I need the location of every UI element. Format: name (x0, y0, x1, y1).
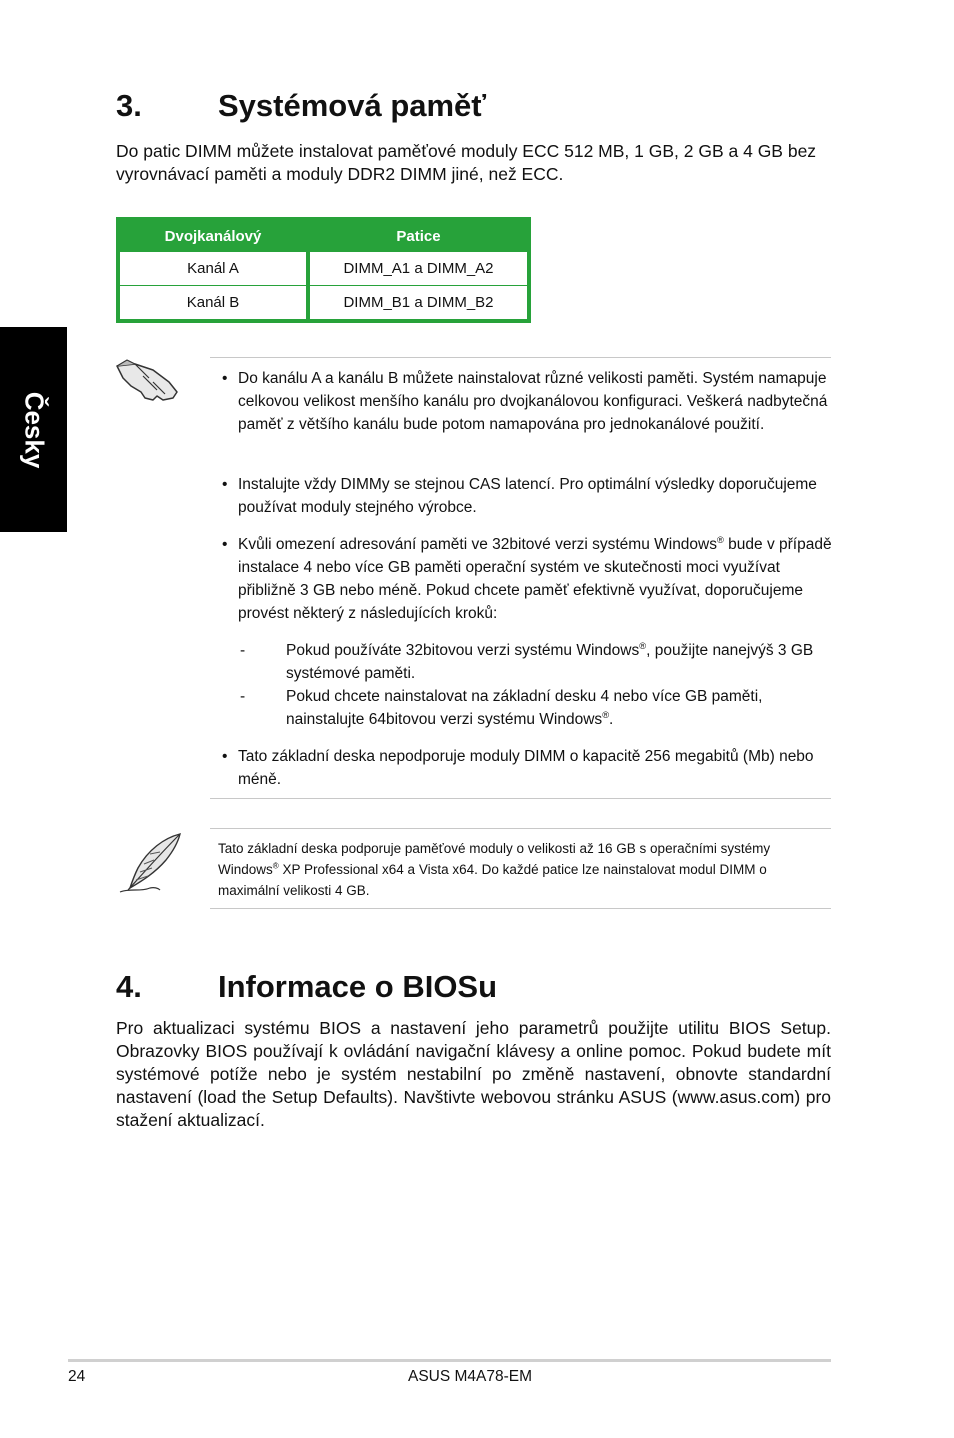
note2-bottom-rule (210, 908, 831, 909)
table-cell: DIMM_A1 a DIMM_A2 (310, 252, 527, 286)
section-3-heading (116, 90, 486, 121)
dash: - (240, 642, 246, 659)
section-3-title: Systémová paměť (218, 88, 487, 123)
section-4-heading (116, 971, 497, 1002)
sub-item-text-part: , použijte nanejvýš 3 GB systémové paměti. (286, 642, 814, 682)
registered-mark: ® (717, 534, 724, 545)
table-row (120, 286, 527, 319)
note2-top-rule (210, 828, 831, 829)
note2-text-part: Tato základní deska podporuje paměťové moduly o velikosti až 16 GB s operačními systémy Windows (218, 841, 771, 877)
sub-item (240, 685, 832, 731)
section-3-number: 3. (116, 88, 142, 123)
note-text: Do kanálu A a kanálu B můžete nainstalovat různé velikosti paměti. Systém namapuje celkovou velikost menšího kanálu pro dvojkanálovou konfiguraci. Veškerá nadbytečná paměť z většího kanálu bude potom namapována pro jednokanálové použití. (238, 370, 828, 433)
note-text-part: bude v případě instalace 4 nebo více GB paměti operační systém ve skutečnosti moci využívat přibližně 3 GB nebo méně. Pokud chcete paměť efektivně využívat, doporučujeme provést některý z následujících kroků: (238, 536, 832, 622)
registered-mark: ® (272, 861, 279, 871)
sub-item-text (286, 685, 832, 731)
note-bottom-rule (210, 798, 831, 799)
note-text (238, 536, 832, 622)
language-tab-label: Česky (19, 391, 49, 468)
footer-model: ASUS M4A78-EM (408, 1368, 533, 1385)
section-3-intro: Do patic DIMM můžete instalovat paměťové moduly ECC 512 MB, 1 GB, 2 GB a 4 GB bez vyrovnávací paměti a moduly DDR2 DIMM jiné, než ECC. (116, 141, 817, 184)
note2-text (218, 838, 828, 901)
sub-item (240, 639, 832, 685)
note-text: Instalujte vždy DIMMy se stejnou CAS latencí. Pro optimální výsledky doporučujeme používat moduly stejného výrobce. (238, 476, 817, 516)
list-item (222, 473, 832, 519)
page-number: 24 (68, 1368, 86, 1385)
note2-text-part: XP Professional x64 a Vista x64. Do každé patice lze nainstalovat modul DIMM o maximální velikosti 4 GB. (218, 862, 767, 898)
section-4-body: Pro aktualizaci systému BIOS a nastavení jeho parametrů použijte utilitu BIOS Setup. Obrazovky BIOS používají k ovládání navigační klávesy a online pomoc. Pokud budete mít systémové potíže nebo je systém nestabilní po změně nastavení, obnovte standardní nastavení (load the Setup Defaults). Navštivte webovou stránku ASUS (www.asus.com) pro stažení aktualizací. (116, 1018, 831, 1130)
hand-pointer-icon (113, 356, 181, 404)
list-item (222, 745, 832, 791)
registered-mark: ® (639, 640, 647, 651)
section-4-title: Informace o BIOSu (218, 969, 498, 1004)
memory-channel-table (116, 217, 531, 323)
table-cell: DIMM_B1 a DIMM_B2 (310, 286, 527, 319)
language-tab (0, 327, 67, 532)
sub-item-text-part: . (609, 711, 614, 728)
note-list (222, 367, 832, 436)
sub-item-text-part: Pokud chcete nainstalovat na základní desku 4 nebo více GB paměti, nainstalujte 64bitovou verzi systému Windows (286, 688, 763, 728)
registered-mark: ® (602, 709, 610, 720)
feather-pen-icon (114, 830, 186, 896)
bullet: • (222, 748, 228, 765)
table-header-slots: Patice (396, 228, 441, 245)
footer-rule (68, 1359, 831, 1362)
list-item (222, 533, 832, 625)
note-text: Tato základní deska nepodporuje moduly DIMM o kapacitě 256 megabitů (Mb) nebo méně. (238, 748, 814, 788)
note-list (222, 745, 832, 791)
bullet: • (222, 370, 228, 387)
list-item (222, 367, 832, 436)
dash: - (240, 688, 246, 705)
note-list (222, 473, 832, 519)
bullet: • (222, 476, 228, 493)
bullet: • (222, 536, 228, 553)
table-cell: Kanál B (120, 286, 306, 319)
table-row (120, 252, 527, 286)
table-cell: Kanál A (120, 252, 306, 286)
note-list (222, 533, 832, 625)
note-text-part: Kvůli omezení adresování paměti ve 32bitové verzi systému Windows (238, 536, 717, 553)
note-top-rule (210, 357, 831, 358)
sub-item-text (286, 639, 832, 685)
section-4-number: 4. (116, 969, 142, 1004)
table-header-channel: Dvojkanálový (164, 228, 262, 245)
sub-item-text-part: Pokud používáte 32bitovou verzi systému Windows (286, 642, 640, 659)
